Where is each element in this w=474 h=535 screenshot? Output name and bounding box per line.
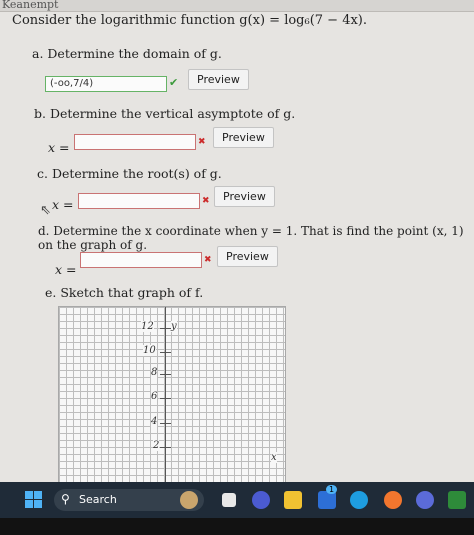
teams-icon[interactable] [416,491,434,509]
y-tick-label: 10 [143,345,156,356]
checkmark-icon: ✔ [169,76,179,89]
part-a-preview-button[interactable]: Preview [188,69,249,90]
folder-icon[interactable] [284,491,302,509]
part-c-preview-button[interactable]: Preview [214,186,275,207]
search-label: Search [79,493,117,506]
part-d-preview-button[interactable]: Preview [217,246,278,267]
part-c-answer-input[interactable] [78,193,200,209]
question-statement: Consider the logarithmic function g(x) = log₆(7 − 4x). [12,13,368,28]
part-e-prompt: e. Sketch that graph of f. [45,285,204,300]
y-tick-label: 6 [151,391,158,402]
edge-icon[interactable] [350,491,368,509]
part-a-prompt: a. Determine the domain of g. [32,46,222,61]
widgets-icon[interactable] [222,493,236,507]
part-b-prefix: x = [48,140,70,155]
sketch-graph-canvas[interactable] [58,306,286,482]
y-axis [165,307,166,482]
x-axis-label: x [271,452,277,463]
y-tick [160,447,171,448]
y-tick [160,352,171,353]
y-tick [160,328,171,329]
y-tick-label: 4 [151,416,158,427]
error-x-icon: ✖ [204,255,212,265]
windows-taskbar [0,482,474,518]
y-tick-label: 2 [153,440,160,451]
search-icon: ⚲ [61,492,70,506]
store-icon[interactable] [318,485,336,509]
y-tick-label: 8 [151,367,158,378]
error-x-icon: ✖ [198,137,206,147]
part-d-answer-input[interactable] [80,252,202,268]
y-axis-label: y [171,321,177,332]
y-tick [160,423,171,424]
minecraft-icon[interactable] [448,491,466,509]
y-tick [160,374,171,375]
part-b-answer-input[interactable] [74,134,196,150]
windows-start-icon[interactable] [25,491,42,508]
y-tick [160,398,171,399]
part-a-answer-value: (-oo,7/4) [50,78,94,89]
part-c-prompt: c. Determine the root(s) of g. [37,166,222,181]
error-x-icon: ✖ [202,196,210,206]
part-c-prefix: x = [52,197,74,212]
header-fragment-text: Keanempt [2,0,59,11]
part-d-prompt: d. Determine the x coordinate when y = 1. That is find the point (x, 1) on the graph of g. [38,224,464,252]
monitor-bezel [0,518,474,535]
top-header-fragment [0,0,474,12]
mouse-cursor-icon: ⇖ [40,203,51,218]
notification-badge: 1 [326,485,337,494]
part-b-prompt: b. Determine the vertical asymptote of g. [34,106,296,121]
meet-icon[interactable] [252,491,270,509]
search-highlight-icon [180,491,198,509]
part-d-prefix: x = [55,262,77,277]
part-b-preview-button[interactable]: Preview [213,127,274,148]
firefox-icon[interactable] [384,491,402,509]
part-a-answer-input[interactable] [45,76,167,92]
y-tick-label: 12 [141,321,154,332]
taskbar-search-box[interactable] [54,489,204,511]
